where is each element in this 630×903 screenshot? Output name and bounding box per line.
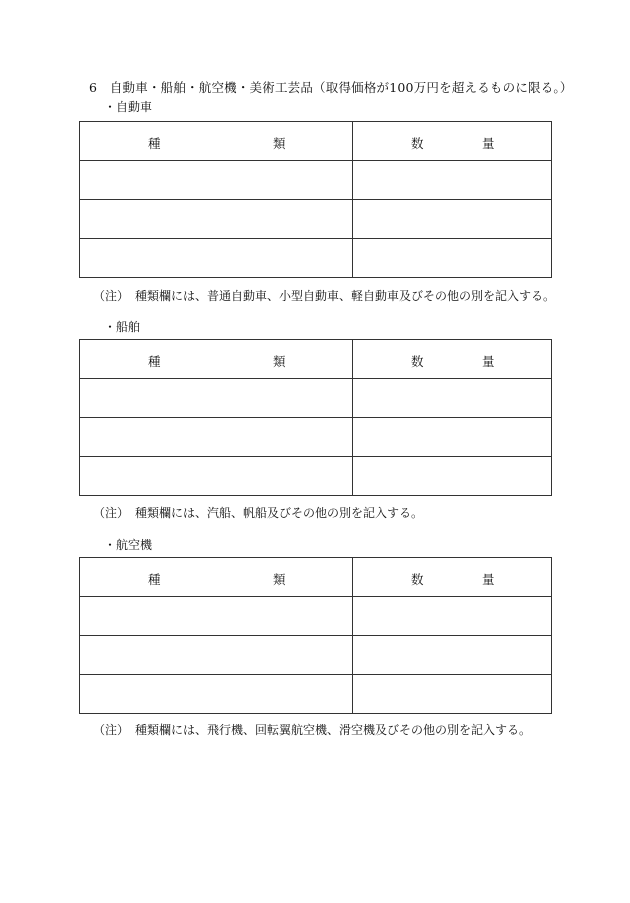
kind-cell[interactable]: [80, 597, 353, 636]
quantity-column-header: 数 量: [353, 122, 552, 161]
kind-cell[interactable]: [80, 161, 353, 200]
table-row: [80, 161, 552, 200]
kind-column-header: 種 類: [80, 122, 353, 161]
table-header-row: [80, 558, 552, 597]
quantity-column-header: 数 量: [353, 558, 552, 597]
quantity-cell[interactable]: [353, 457, 552, 496]
quantity-cell[interactable]: [353, 418, 552, 457]
table-row: [80, 239, 552, 278]
table-row: [80, 418, 552, 457]
kind-column-header: 種 類: [80, 558, 353, 597]
table-row: [80, 636, 552, 675]
table-header-row: [80, 122, 552, 161]
ship-table: [79, 339, 552, 496]
table-row: [80, 457, 552, 496]
note-ship: （注） 種類欄には、汽船、帆船及びその他の別を記入する。: [93, 506, 424, 520]
quantity-cell[interactable]: [353, 239, 552, 278]
kind-cell[interactable]: [80, 457, 353, 496]
table-row: [80, 379, 552, 418]
kind-cell[interactable]: [80, 239, 353, 278]
automobile-table: [79, 121, 552, 278]
kind-cell[interactable]: [80, 200, 353, 239]
quantity-cell[interactable]: [353, 161, 552, 200]
section-heading: 6 自動車・船舶・航空機・美術工芸品（取得価格が100万円を超えるものに限る。）: [89, 80, 573, 95]
kind-cell[interactable]: [80, 418, 353, 457]
table-row: [80, 675, 552, 714]
kind-column-header: 種 類: [80, 340, 353, 379]
quantity-cell[interactable]: [353, 675, 552, 714]
quantity-column-header: 数 量: [353, 340, 552, 379]
table-row: [80, 597, 552, 636]
quantity-cell[interactable]: [353, 597, 552, 636]
kind-cell[interactable]: [80, 636, 353, 675]
table-header-row: [80, 340, 552, 379]
kind-cell[interactable]: [80, 379, 353, 418]
subsection-title-automobile: ・自動車: [104, 100, 153, 114]
quantity-cell[interactable]: [353, 379, 552, 418]
aircraft-table: [79, 557, 552, 714]
table-row: [80, 200, 552, 239]
quantity-cell[interactable]: [353, 200, 552, 239]
quantity-cell[interactable]: [353, 636, 552, 675]
subsection-title-aircraft: ・航空機: [104, 538, 153, 552]
note-automobile: （注） 種類欄には、普通自動車、小型自動車、軽自動車及びその他の別を記入する。: [93, 289, 556, 303]
note-aircraft: （注） 種類欄には、飛行機、回転翼航空機、滑空機及びその他の別を記入する。: [93, 723, 532, 737]
kind-cell[interactable]: [80, 675, 353, 714]
subsection-title-ship: ・船舶: [104, 320, 141, 334]
